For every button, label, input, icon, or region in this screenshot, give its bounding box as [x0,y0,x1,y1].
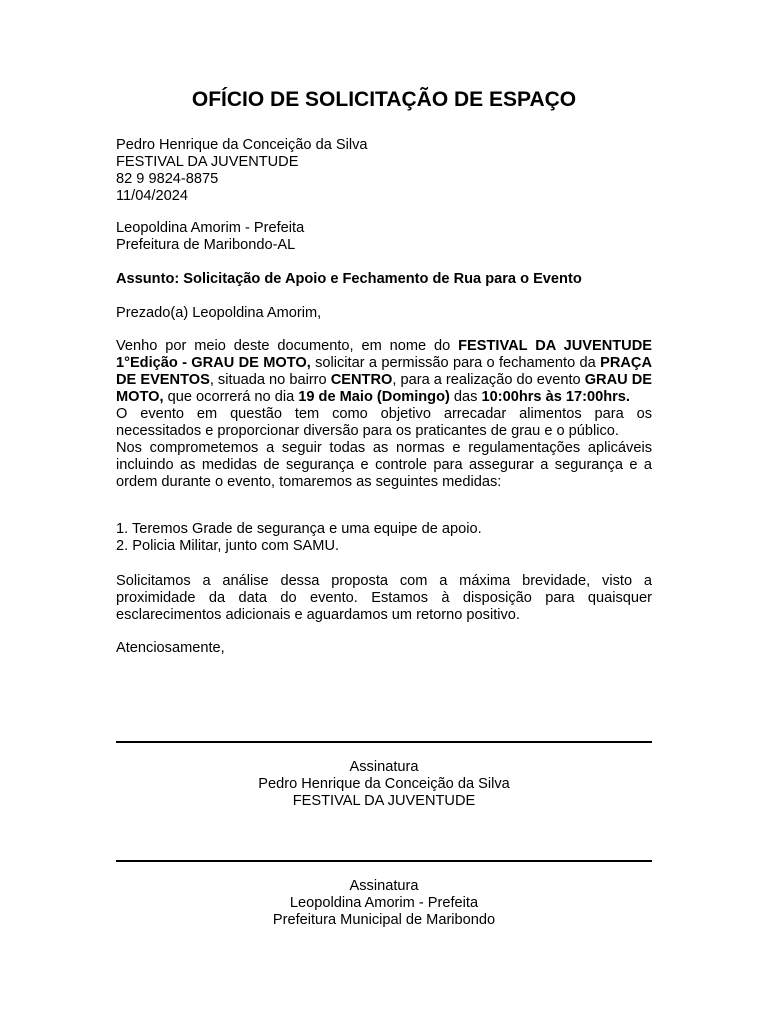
request-text-3: , situada no bairro [209,372,331,388]
recipient-institution: Prefeitura de Maribondo-AL [116,237,296,253]
signature-institution: Prefeitura Municipal de Maribondo [272,912,496,928]
event-name-bold: FESTIVAL DA JUVENTUDE 1°Edição - GRAU DE MOTO, [116,338,652,371]
request-text-1: Venho por meio deste documento, em nome do [116,338,459,354]
sender-organization: FESTIVAL DA JUVENTUDE [116,154,299,170]
event-time-bold: 10:00hrs às 17:00hrs. [481,389,630,405]
closing-paragraph: Solicitamos a análise dessa proposta com a máxima brevidade, visto a proximidade da data do evento. Estamos à disposição para quaisquer esclarecimentos adicionais e aguardamos um retorno positivo. [116,573,652,623]
commitment-paragraph: Nos comprometemos a seguir todas as normas e regulamentações aplicáveis incluindo as medidas de segurança e controle para assegurar a segurança e a ordem durante o evento, tomaremos as seguintes medidas: [116,440,652,490]
signature-line-sender [116,741,652,743]
request-text-4: , para a realização do evento [392,372,585,388]
recipient-name: Leopoldina Amorim - Prefeita [116,220,305,236]
event-type-bold: GRAU DE MOTO, [116,372,652,405]
sender-block [116,137,652,205]
sender-phone: 82 9 9824-8875 [116,171,219,187]
request-paragraph [116,338,652,406]
request-text-6: das [449,389,482,405]
signature-line-recipient [116,860,652,862]
event-date-bold: 19 de Maio (Domingo) [298,389,450,405]
signature-block-recipient [116,878,652,929]
sender-date: 11/04/2024 [116,188,188,204]
request-text-5: que ocorrerá no dia [163,389,299,405]
body-paragraphs [116,338,652,491]
signature-label: Assinatura [349,878,419,894]
list-item: 1. Teremos Grade de segurança e uma equipe de apoio. [116,521,482,537]
greeting-line: Prezado(a) Leopoldina Amorim, [116,305,322,321]
venue-bold: PRAÇA DE EVENTOS [116,355,652,388]
list-item: 2. Policia Militar, junto com SAMU. [116,538,340,554]
document-title: OFÍCIO DE SOLICITAÇÃO DE ESPAÇO [191,88,577,111]
measures-list [116,521,652,555]
objective-paragraph: O evento em questão tem como objetivo arrecadar alimentos para os necessitados e proporcionar diversão para os praticantes de grau e o público. [116,406,652,439]
signature-name: Pedro Henrique da Conceição da Silva [258,776,510,792]
signature-label: Assinatura [349,759,419,775]
request-text-2: solicitar a permissão para o fechamento da [310,355,601,371]
sender-name: Pedro Henrique da Conceição da Silva [116,137,368,153]
signature-block-sender [116,759,652,810]
subject-line: Assunto: Solicitação de Apoio e Fechamento de Rua para o Evento [116,271,582,287]
neighborhood-bold: CENTRO [330,372,393,388]
signature-organization: FESTIVAL DA JUVENTUDE [292,793,476,809]
closing-salutation: Atenciosamente, [116,640,225,656]
signature-name: Leopoldina Amorim - Prefeita [289,895,479,911]
recipient-block [116,220,652,254]
